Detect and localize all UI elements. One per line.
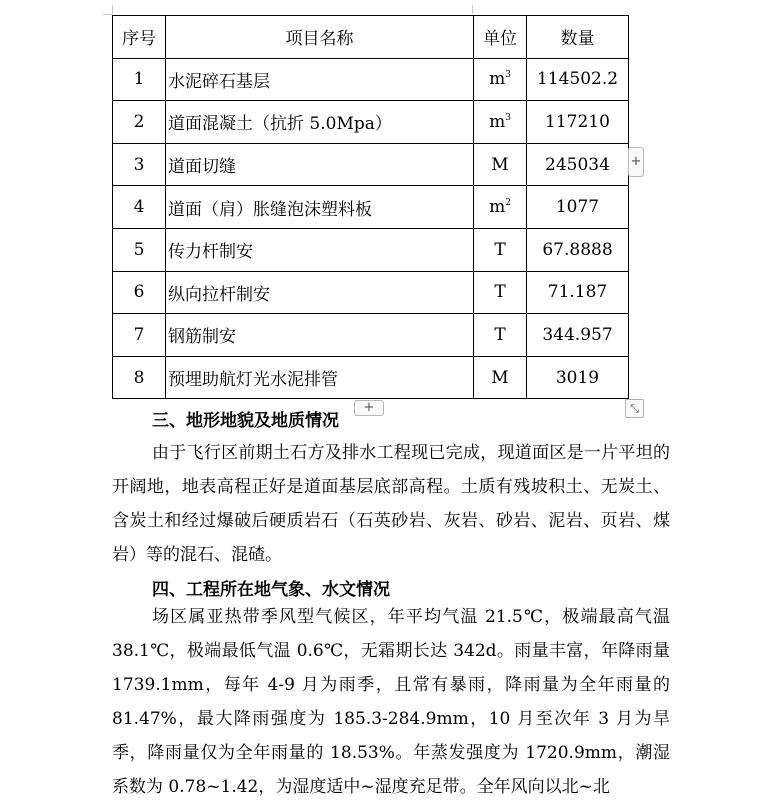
header-name: 项目名称	[166, 16, 474, 59]
row-qty: 344.957	[527, 314, 629, 357]
header-qty: 数量	[527, 16, 629, 59]
table-row	[113, 314, 629, 357]
unit-superscript: 3	[505, 70, 511, 81]
section-body-geology: 由于飞行区前期土石方及排水工程现已完成，现道面区是一片平坦的开阔地，地表高程正好是道面基层底部高程。土质有残坡积土、无炭土、含炭土和经过爆破后硬质岩石（石英砂岩、灰岩、砂岩、泥岩、页岩、煤岩）等的混石、混碴。	[112, 443, 670, 565]
row-name: 传力杆制安	[166, 228, 474, 271]
row-qty: 1077	[527, 186, 629, 229]
row-name: 纵向拉杆制安	[166, 271, 474, 314]
section-heading-climate: 四、工程所在地气象、水文情况	[152, 580, 390, 600]
table-row	[113, 101, 629, 144]
row-unit: $m^2$	[474, 186, 527, 229]
crop-mark-top	[472, 5, 473, 14]
row-qty: 71.187	[527, 271, 629, 314]
row-name: 道面混凝土（抗折 5.0Mpa）	[166, 101, 474, 144]
section-body-climate: 场区属亚热带季风型气候区，年平均气温 21.5℃，极端最高气温 38.1℃，极端最低气温 0.6℃，无霜期长达 342d。雨量丰富，年降雨量 1739.1mm，每年 4-9 月为雨季，且常有暴雨，降雨量为全年雨量的 81.47%，最大降雨强度为 185.3-284.9mm，10 月至次年 3 月为旱季，降雨量仅为全年雨量的 18.53%。年蒸发强度为 1720.9mm，潮湿系数为 0.78~1.42，为湿度适中~湿度充足带。全年风向以北~北	[112, 607, 670, 797]
section-heading-geology: 三、地形地貌及地质情况	[152, 411, 339, 431]
table-row	[113, 143, 629, 186]
row-no: 2	[113, 101, 166, 144]
row-unit: M	[474, 143, 527, 186]
row-unit: $m^3$	[474, 58, 527, 101]
unit-superscript: 3	[505, 112, 511, 123]
row-name: 预埋助航灯光水泥排管	[166, 356, 474, 399]
header-unit: 单位	[474, 16, 527, 59]
row-no: 3	[113, 143, 166, 186]
row-name: 水泥碎石基层	[166, 58, 474, 101]
table-header-row	[113, 16, 629, 59]
crop-mark-top-left	[103, 5, 113, 15]
table-row	[113, 271, 629, 314]
table-row	[113, 356, 629, 399]
row-name: 道面（肩）胀缝泡沫塑料板	[166, 186, 474, 229]
add-column-button[interactable]: +	[628, 147, 644, 177]
row-no: 6	[113, 271, 166, 314]
table-row	[113, 186, 629, 229]
table-row	[113, 58, 629, 101]
row-qty: 117210	[527, 101, 629, 144]
row-no: 8	[113, 356, 166, 399]
row-unit: T	[474, 228, 527, 271]
table-row	[113, 228, 629, 271]
row-no: 4	[113, 186, 166, 229]
row-unit: $m^3$	[474, 101, 527, 144]
row-no: 1	[113, 58, 166, 101]
row-unit: T	[474, 314, 527, 357]
add-row-button[interactable]: +	[354, 400, 384, 416]
row-qty: 245034	[527, 143, 629, 186]
row-no: 5	[113, 228, 166, 271]
row-qty: 114502.2	[527, 58, 629, 101]
row-unit: T	[474, 271, 527, 314]
row-qty: 67.8888	[527, 228, 629, 271]
row-name: 钢筋制安	[166, 314, 474, 357]
row-no: 7	[113, 314, 166, 357]
header-no: 序号	[113, 16, 166, 59]
unit-superscript: 2	[505, 198, 511, 209]
table-resize-handle[interactable]: ⤡	[625, 399, 644, 418]
row-unit: M	[474, 356, 527, 399]
row-qty: 3019	[527, 356, 629, 399]
quantity-table	[112, 15, 629, 399]
row-name: 道面切缝	[166, 143, 474, 186]
